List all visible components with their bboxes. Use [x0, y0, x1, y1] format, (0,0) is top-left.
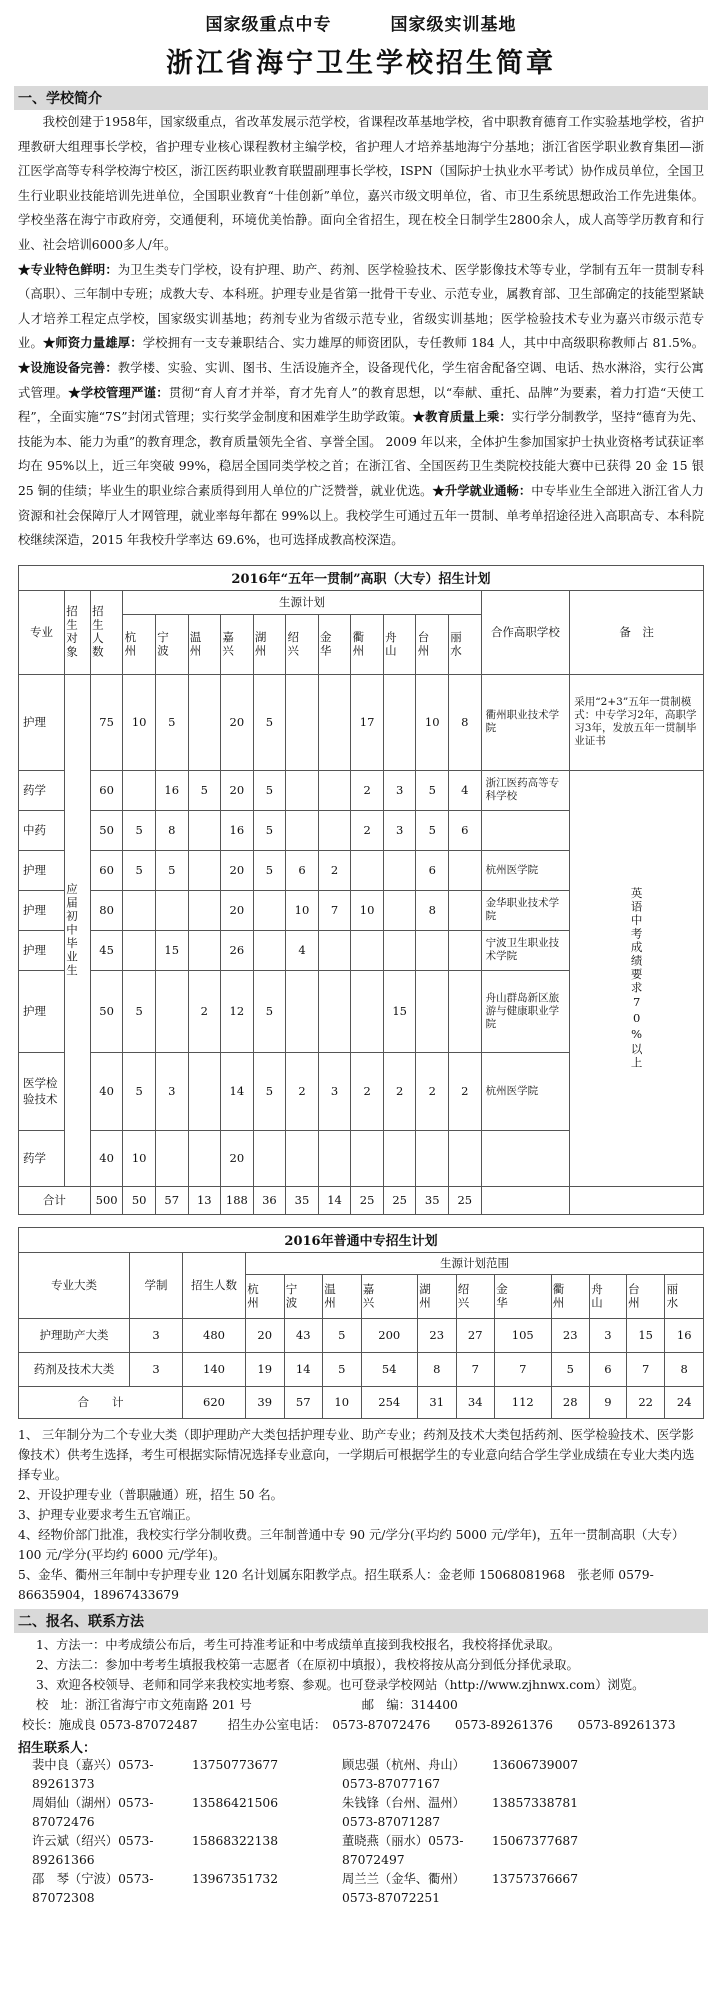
phone-line	[18, 1715, 704, 1735]
cell-city-value: 6	[449, 810, 482, 850]
cell-city-value: 2	[351, 810, 384, 850]
cell-total-value: 22	[626, 1386, 665, 1418]
cell-total-value: 50	[123, 1186, 156, 1214]
cell-count: 80	[90, 890, 123, 930]
cell-partner	[481, 1130, 570, 1186]
cell-city-value	[123, 930, 156, 970]
th2-city: 台州	[626, 1274, 665, 1318]
cell-city-value	[416, 970, 449, 1052]
cell-city-value: 105	[495, 1318, 552, 1352]
cell-city-value	[123, 890, 156, 930]
cell-city-value	[383, 1130, 416, 1186]
cell-city-value	[188, 930, 221, 970]
cell-city-value	[351, 850, 384, 890]
cell-city-value	[286, 674, 319, 770]
cell-major: 药学	[19, 770, 65, 810]
cell-city-value	[383, 930, 416, 970]
tag-key-school: 国家级重点中专	[205, 15, 332, 35]
cell-count: 75	[90, 674, 123, 770]
cell-city-value	[188, 810, 221, 850]
cell-city-value: 20	[221, 850, 254, 890]
cell-city-value	[383, 850, 416, 890]
cell-city-value: 8	[416, 890, 449, 930]
cell-city-value	[416, 930, 449, 970]
note-item: 4、经物价部门批准，我校实行学分制收费。三年制普通中专 90 元/学分(平均约 5000 元/学年)，五年一贯制高职（大专）100 元/学分(平均约 6000 元/学年)。	[18, 1527, 685, 1562]
cell-count: 45	[90, 930, 123, 970]
label-facilities: ★设施设备完善：	[18, 359, 118, 375]
apply-line: 1、方法一：中考成绩公布后，考生可持准考证和中考成绩单直接到我校报名，我校将择优录取。	[36, 1637, 561, 1652]
cell-city-value	[383, 674, 416, 770]
cell-city-value	[351, 930, 384, 970]
label-employment: ★升学就业通畅：	[432, 482, 532, 498]
cell-city-value: 5	[416, 810, 449, 850]
cell-city-value: 10	[123, 1130, 156, 1186]
table-five-year-plan	[14, 565, 708, 1215]
th-source: 生源计划	[123, 590, 481, 614]
table-total-row	[19, 1386, 704, 1418]
cell-target: 应届初中毕业生	[65, 674, 91, 1186]
th-city: 嘉兴	[221, 614, 254, 674]
cell-city-value: 6	[590, 1352, 627, 1386]
cell-city-value	[253, 930, 286, 970]
cell-city-value: 54	[361, 1352, 418, 1386]
cell-city-value: 2	[449, 1052, 482, 1130]
section-apply-heading: 二、报名、联系方法	[14, 1609, 708, 1633]
note-item: 5、金华、衢州三年制中专护理专业 120 名计划属东阳教学点。招生联系人：金老师 15068081968 张老师 0579-86635904，18967433679	[18, 1567, 654, 1602]
cell-partner: 浙江医药高等专科学校	[481, 770, 570, 810]
cell-city-value: 20	[221, 770, 254, 810]
cell-city-value: 3	[318, 1052, 351, 1130]
cell-city-value: 12	[221, 970, 254, 1052]
th-city: 金华	[318, 614, 351, 674]
cell-city-value: 10	[286, 890, 319, 930]
cell-major: 护理	[19, 850, 65, 890]
table-row	[19, 674, 704, 770]
table-secondary-plan	[14, 1227, 708, 1419]
notes-list	[14, 1425, 708, 1605]
cell-city-value	[188, 1052, 221, 1130]
cell-city-value	[318, 810, 351, 850]
cell-count: 480	[183, 1318, 246, 1352]
contact-name-phone: 周娟仙（湖州）0573-87072476	[32, 1795, 154, 1829]
cell-city-value	[383, 890, 416, 930]
cell-city-value: 26	[221, 930, 254, 970]
cell-city-value	[351, 970, 384, 1052]
cell-city-value: 15	[155, 930, 188, 970]
cell-city-value: 5	[123, 810, 156, 850]
cell-total-value: 9	[590, 1386, 627, 1418]
th-city: 宁波	[155, 614, 188, 674]
cell-city-value: 19	[246, 1352, 285, 1386]
cell-city-value	[449, 1130, 482, 1186]
text-teachers: 学校拥有一支专兼职结合、实力雄厚的师资团队，专任教师 184 人，其中中高级职称教师占 81.5%。	[142, 336, 704, 351]
cell-city-value	[318, 1130, 351, 1186]
text-management: 贯彻“育人育才并举，育才先育人”的教育思想，以“奉献、重托、品牌”为要素，着力打造“天使工程”，全面实施“7S”封闭式管理；实行奖学金制度和困难学生助学政策。	[18, 385, 704, 425]
cell-city-value: 2	[351, 1052, 384, 1130]
contact-mobile: 13967351732	[192, 1871, 279, 1886]
cell-city-value: 14	[284, 1352, 323, 1386]
cell-city-value: 5	[123, 850, 156, 890]
contact-mobile: 13750773677	[192, 1757, 279, 1772]
cell-remark: 采用“2+3”五年一贯制模式：中专学习2年，高职学习3年，发放五年一贯制毕业证书	[570, 674, 704, 770]
address: 校 址：浙江省海宁市文苑南路 201 号	[36, 1697, 252, 1712]
cell-city-value	[351, 1130, 384, 1186]
th-count: 招生人数	[90, 590, 123, 674]
th2-city: 丽水	[665, 1274, 704, 1318]
cell-city-value	[449, 850, 482, 890]
contact-mobile: 13857338781	[492, 1795, 579, 1810]
cell-partner: 杭州医学院	[481, 850, 570, 890]
table-row	[19, 1352, 704, 1386]
cell-city-value	[318, 770, 351, 810]
th2-city: 湖州	[418, 1274, 457, 1318]
text-employment: 中专毕业生全部进入浙江省人力资源和社会保障厅人才网管理，就业率每年都在 99%以上。我校学生可通过五年一贯制、单考单招途径进入高职高专、本科院校继续深造，2015 年我校升学率达 69.6%，也可选择成教高校深造。	[18, 483, 704, 548]
header-tags	[14, 10, 708, 35]
office-phones: 招生办公室电话： 0573-87072476 0573-89261376 0573-89261373	[227, 1717, 676, 1732]
th2-count: 招生人数	[183, 1252, 246, 1318]
cell-partner: 舟山群岛新区旅游与健康职业学院	[481, 970, 570, 1052]
recruit-heading: 招生联系人：	[18, 1740, 97, 1756]
cell-city-value: 27	[456, 1318, 495, 1352]
cell-city-value: 3	[590, 1318, 627, 1352]
cell-major: 护理	[19, 890, 65, 930]
cell-total-label: 合 计	[19, 1386, 183, 1418]
cell-total-value: 35	[416, 1186, 449, 1214]
contact-name-phone: 邵 琴（宁波）0573-87072308	[32, 1871, 154, 1905]
cell-city-value: 2	[188, 970, 221, 1052]
cell-city-value: 7	[456, 1352, 495, 1386]
cell-total-value: 25	[383, 1186, 416, 1214]
th-target: 招生对象	[65, 590, 91, 674]
apply-methods	[14, 1635, 708, 1735]
th2-city: 金华	[495, 1274, 552, 1318]
cell-city-value: 200	[361, 1318, 418, 1352]
cell-partner: 衢州职业技术学院	[481, 674, 570, 770]
cell-total-value: 36	[253, 1186, 286, 1214]
th2-city: 温州	[323, 1274, 362, 1318]
cell-total-value: 10	[323, 1386, 362, 1418]
cell-count: 40	[90, 1130, 123, 1186]
label-management: ★学校管理严谨：	[68, 384, 169, 400]
cell-city-value: 16	[665, 1318, 704, 1352]
cell-city-value	[253, 890, 286, 930]
cell-city-value: 5	[253, 810, 286, 850]
cell-city-value: 16	[155, 770, 188, 810]
page-title: 浙江省海宁卫生学校招生简章	[166, 48, 556, 79]
cell-city-value	[286, 810, 319, 850]
cell-city-value: 5	[416, 770, 449, 810]
th-city: 杭州	[123, 614, 156, 674]
cell-major: 护理	[19, 970, 65, 1052]
contact-name-phone: 周兰兰（金华、衢州）0573-87072251	[342, 1871, 465, 1905]
cell-total-value: 13	[188, 1186, 221, 1214]
cell-city-value	[123, 770, 156, 810]
contact-name-phone: 许云斌（绍兴）0573-89261366	[32, 1833, 154, 1867]
cell-city-value: 10	[416, 674, 449, 770]
cell-city-value: 6	[416, 850, 449, 890]
cell-city-value: 5	[155, 674, 188, 770]
cell-city-value: 3	[383, 810, 416, 850]
cell-city-value: 8	[418, 1352, 457, 1386]
cell-city-value	[286, 970, 319, 1052]
note-item: 2、开设护理专业（普职融通）班，招生 50 名。	[18, 1487, 283, 1502]
contact-mobile: 13757376667	[492, 1871, 579, 1886]
cell-city-value: 5	[323, 1318, 362, 1352]
contact-name-phone: 裴中良（嘉兴）0573-89261373	[32, 1757, 154, 1791]
cell-city-value: 8	[449, 674, 482, 770]
cell-city-value: 4	[449, 770, 482, 810]
cell-city-value: 2	[318, 850, 351, 890]
th2-years: 学制	[130, 1252, 183, 1318]
contact-name-phone: 顾忠强（杭州、舟山）0573-87077167	[342, 1757, 465, 1791]
cell-city-value: 20	[221, 890, 254, 930]
cell-total-value: 25	[351, 1186, 384, 1214]
cell-city-value: 5	[123, 970, 156, 1052]
cell-major: 护理	[19, 674, 65, 770]
cell-city-value: 2	[351, 770, 384, 810]
th-city: 温州	[188, 614, 221, 674]
cell-total-value: 34	[456, 1386, 495, 1418]
cell-years: 3	[130, 1352, 183, 1386]
cell-city-value: 7	[318, 890, 351, 930]
principal: 校长：施成良 0573-87072487	[22, 1717, 198, 1732]
cell-city-value	[318, 930, 351, 970]
th-city: 舟山	[383, 614, 416, 674]
cell-major: 护理	[19, 930, 65, 970]
apply-line: 2、方法二：参加中考考生填报我校第一志愿者（在原初中填报），我校将按从高分到低分择优录取。	[36, 1657, 579, 1672]
cell-city-value	[318, 970, 351, 1052]
cell-total-count: 620	[183, 1386, 246, 1418]
cell-major: 药学	[19, 1130, 65, 1186]
cell-city-value: 43	[284, 1318, 323, 1352]
cell-city-value: 5	[155, 850, 188, 890]
cell-city-value: 16	[221, 810, 254, 850]
cell-city-value: 5	[323, 1352, 362, 1386]
cell-city-value	[155, 1130, 188, 1186]
th2-city: 宁波	[284, 1274, 323, 1318]
cell-total-label: 合计	[19, 1186, 91, 1214]
cell-partner	[481, 810, 570, 850]
th2-city: 舟山	[590, 1274, 627, 1318]
contact-name-phone: 董晓燕（丽水）0573-87072497	[342, 1833, 464, 1867]
contact-name-phone: 朱钱锋（台州、温州）0573-87071287	[342, 1795, 465, 1829]
cell-city-value: 8	[155, 810, 188, 850]
cell-city-value: 20	[221, 674, 254, 770]
th2-city: 衢州	[551, 1274, 590, 1318]
cell-city-value: 3	[155, 1052, 188, 1130]
label-quality: ★教育质量上乘：	[412, 409, 512, 425]
intro-paragraph: 我校创建于1958年，国家级重点，省改革发展示范学校，省课程改革基地学校，省中职教育德育工作实验基地学校，省护理教研大组理事长学校，省护理专业核心课程教材主编学校，省护理人才培养基地海宁分基地；浙江省医学职业教育集团—浙江医学高等专科学校海宁校区，浙江医药职业教育联盟副理事长学校，ISPN（国际护士执业水平考试）协作成员单位，全国卫生行业职业技能培训先进单位，全国职业教育“十佳创新”单位，嘉兴市级文明单位，省、市卫生系统思想政治工作先进集体。学校坐落在海宁市政府旁，交通便利，环境优美怡静。面向全省招生，现在校全日制学生2800余人，成人高等学历教育和行业、社会培训6000多人/年。	[18, 115, 704, 252]
tag-training-base: 国家级实训基地	[390, 15, 517, 35]
cell-city-value: 15	[626, 1318, 665, 1352]
cell-total-value: 112	[495, 1386, 552, 1418]
th-city: 绍兴	[286, 614, 319, 674]
th-major: 专业	[19, 590, 65, 674]
table1-title: 2016年“五年一贯制”高职（大专）招生计划	[19, 565, 704, 590]
address-line	[18, 1695, 704, 1715]
th2-city: 绍兴	[456, 1274, 495, 1318]
cell-city-value: 5	[253, 770, 286, 810]
section-intro-heading: 一、学校简介	[14, 86, 708, 110]
cell-city-value	[416, 1130, 449, 1186]
cell-total-value: 57	[284, 1386, 323, 1418]
note-item: 3、护理专业要求考生五官端正。	[18, 1507, 198, 1522]
cell-count: 50	[90, 970, 123, 1052]
cell-city-value: 2	[383, 1052, 416, 1130]
note-item: 1、 三年制分为二个专业大类（即护理助产大类包括护理专业、助产专业；药剂及技术大类包括药剂、医学检验技术、医学影像技术）供考生选择，考生可根据实际情况选择专业意向，一学期后可根据学生的专业意向结合学生学业成绩在专业大类内选择专业。	[18, 1427, 695, 1482]
cell-city-value	[449, 930, 482, 970]
table-row	[19, 770, 704, 810]
cell-major: 护理助产大类	[19, 1318, 130, 1352]
cell-city-value: 3	[383, 770, 416, 810]
cell-city-value: 10	[351, 890, 384, 930]
label-teachers: ★师资力量雄厚：	[42, 335, 143, 351]
cell-city-value: 5	[188, 770, 221, 810]
text-quality: 实行学分制教学，坚持“德育为先、技能为本、能力为重”的教育理念，教育质量领先全省、享誉全国。 2009 年以来，全体护生参加国家护士执业资格考试获证率均在 95%以上，近三年突破 99%，稳居全国同类学校之首；在浙江省、全国医药卫生类院校技能大赛中已获得 20 金 15 银 25 铜的佳绩；毕业生的职业综合素质得到用人单位的广泛赞誉，就业优选。	[18, 410, 704, 498]
cell-city-value	[286, 770, 319, 810]
cell-city-value	[188, 890, 221, 930]
cell-count: 60	[90, 850, 123, 890]
cell-city-value: 5	[253, 674, 286, 770]
cell-city-value: 8	[665, 1352, 704, 1386]
th-note: 备 注	[570, 590, 704, 674]
cell-city-value: 6	[286, 850, 319, 890]
cell-count: 140	[183, 1352, 246, 1386]
cell-city-value	[188, 850, 221, 890]
cell-total-value: 28	[551, 1386, 590, 1418]
cell-city-value: 20	[246, 1318, 285, 1352]
recruit-contacts	[14, 1756, 708, 1908]
cell-city-value: 15	[383, 970, 416, 1052]
cell-city-value: 17	[351, 674, 384, 770]
cell-city-value: 14	[221, 1052, 254, 1130]
cell-partner: 宁波卫生职业技术学院	[481, 930, 570, 970]
cell-city-value: 10	[123, 674, 156, 770]
cell-city-value: 5	[123, 1052, 156, 1130]
cell-total-value: 57	[155, 1186, 188, 1214]
cell-total-value: 14	[318, 1186, 351, 1214]
table-total-row	[19, 1186, 704, 1214]
cell-total-count: 500	[90, 1186, 123, 1214]
cell-city-value	[188, 1130, 221, 1186]
label-specialty: ★专业特色鲜明：	[18, 261, 118, 277]
cell-major: 药剂及技术大类	[19, 1352, 130, 1386]
cell-major: 医学检验技术	[19, 1052, 65, 1130]
cell-count: 50	[90, 810, 123, 850]
table-row	[19, 1318, 704, 1352]
contact-mobile: 15067377687	[492, 1833, 579, 1848]
contact-mobile: 15868322138	[192, 1833, 279, 1848]
th2-city: 杭州	[246, 1274, 285, 1318]
cell-city-value	[188, 674, 221, 770]
cell-side-note: 英语中考成绩要求70%以上	[570, 770, 704, 1186]
cell-city-value	[253, 1130, 286, 1186]
cell-city-value: 23	[418, 1318, 457, 1352]
cell-major: 中药	[19, 810, 65, 850]
cell-partner: 杭州医学院	[481, 1052, 570, 1130]
cell-count: 40	[90, 1052, 123, 1130]
cell-city-value	[318, 674, 351, 770]
th2-city: 嘉兴	[361, 1274, 418, 1318]
cell-city-value	[286, 1130, 319, 1186]
cell-city-value: 5	[253, 850, 286, 890]
cell-city-value: 7	[495, 1352, 552, 1386]
cell-total-value: 24	[665, 1386, 704, 1418]
th-city: 湖州	[253, 614, 286, 674]
cell-city-value: 2	[416, 1052, 449, 1130]
cell-city-value	[449, 890, 482, 930]
cell-city-value: 7	[626, 1352, 665, 1386]
cell-city-value	[155, 890, 188, 930]
cell-total-value: 25	[449, 1186, 482, 1214]
text-facilities: 教学楼、实验、实训、图书、生活设施齐全，设备现代化，学生宿舍配备空调、电话、热水淋浴，实行公寓式管理。	[18, 360, 704, 400]
th2-source: 生源计划范围	[246, 1252, 704, 1274]
cell-partner: 金华职业技术学院	[481, 890, 570, 930]
cell-total-value: 254	[361, 1386, 418, 1418]
text-specialty: 为卫生类专门学校，设有护理、助产、药剂、医学检验技术、医学影像技术等专业，学制有五年一贯制专科（高职）、三年制中专班；成教大专、本科班。护理专业是省第一批骨干专业、示范专业，属教育部、卫生部确定的技能型紧缺人才培养工程定点学校，国家级实训基地；药剂专业为省级示范专业，省级实训基地；医学检验技术专业为嘉兴市级示范专业。	[18, 262, 704, 351]
cell-city-value: 5	[253, 1052, 286, 1130]
th-partner: 合作高职学校	[481, 590, 570, 674]
cell-city-value: 23	[551, 1318, 590, 1352]
contact-mobile: 13606739007	[492, 1757, 579, 1772]
cell-total-value: 188	[221, 1186, 254, 1214]
cell-years: 3	[130, 1318, 183, 1352]
cell-city-value: 5	[253, 970, 286, 1052]
contact-mobile: 13586421506	[192, 1795, 279, 1810]
th-city: 丽水	[449, 614, 482, 674]
cell-city-value: 20	[221, 1130, 254, 1186]
th2-major: 专业大类	[19, 1252, 130, 1318]
th-city: 台州	[416, 614, 449, 674]
cell-total-value: 31	[418, 1386, 457, 1418]
cell-city-value: 2	[286, 1052, 319, 1130]
apply-line: 3、欢迎各校领导、老师和同学来我校实地考察、参观。也可登录学校网站（http://www.zjhnwx.com）浏览。	[36, 1677, 645, 1692]
cell-total-value: 39	[246, 1386, 285, 1418]
cell-total-value: 35	[286, 1186, 319, 1214]
postcode: 邮 编：314400	[361, 1697, 458, 1712]
intro-features	[14, 258, 708, 553]
cell-count: 60	[90, 770, 123, 810]
cell-city-value	[155, 970, 188, 1052]
cell-city-value: 4	[286, 930, 319, 970]
th-city: 衢州	[351, 614, 384, 674]
cell-city-value: 5	[551, 1352, 590, 1386]
table2-title: 2016年普通中专招生计划	[19, 1227, 704, 1252]
cell-city-value	[449, 970, 482, 1052]
